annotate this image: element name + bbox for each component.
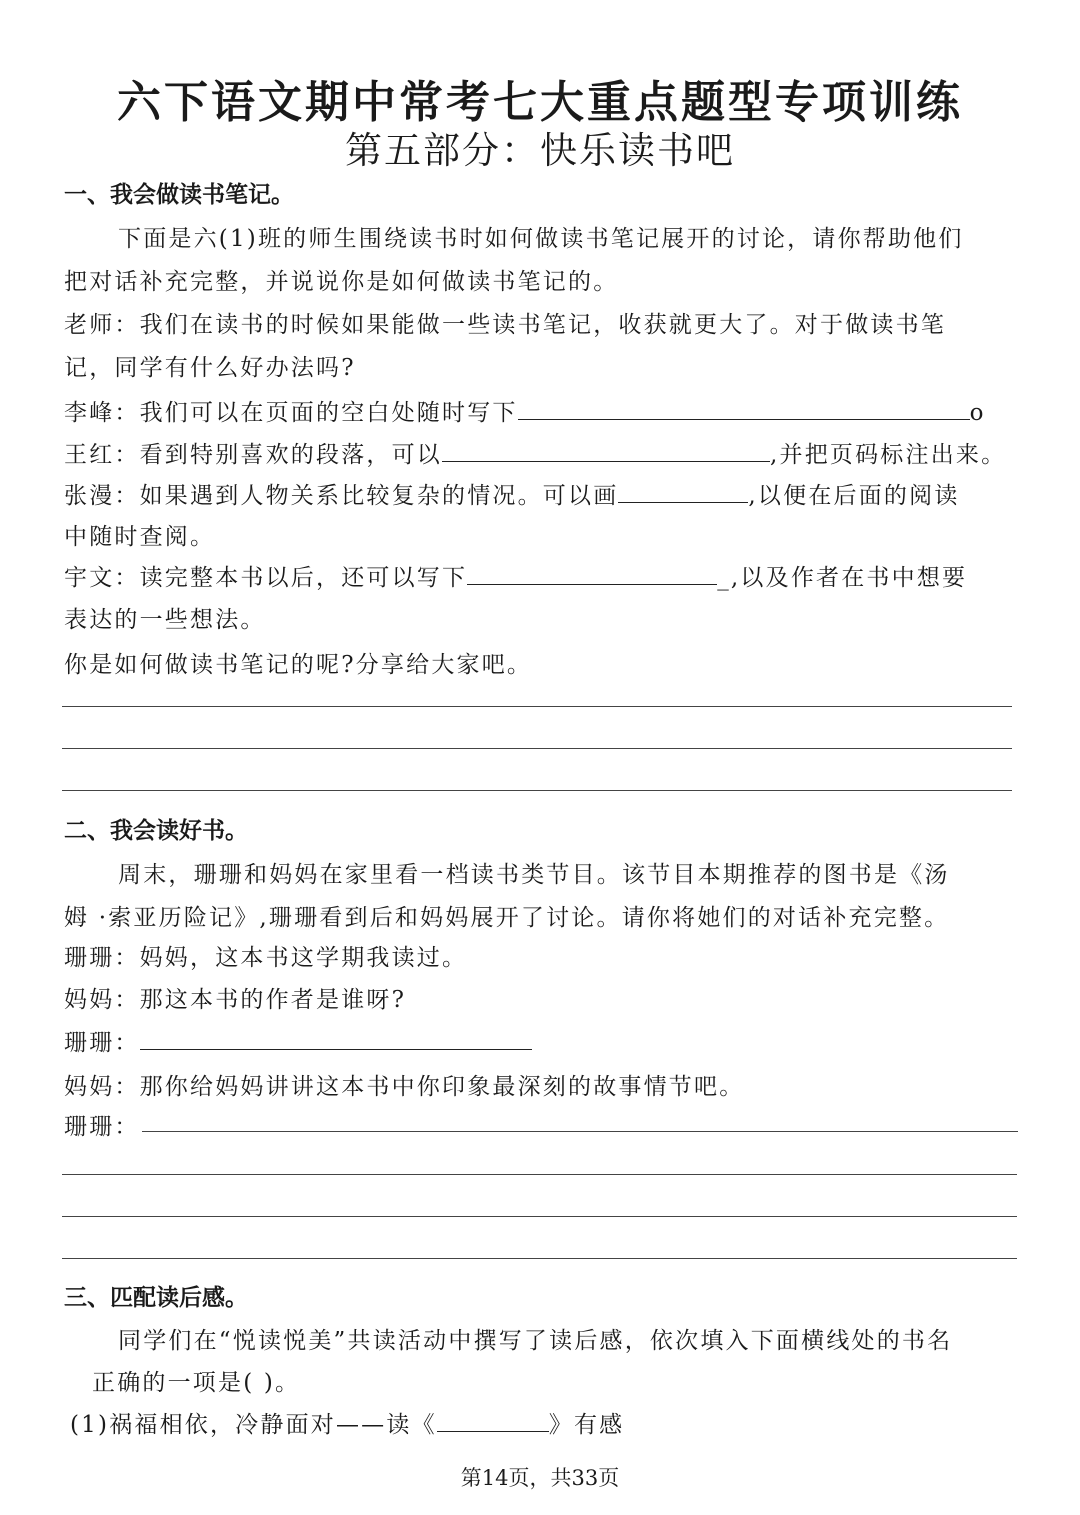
document-subtitle: 第五部分：快乐读书吧	[345, 129, 735, 172]
dialogue-line-5: 珊珊：	[64, 1114, 140, 1140]
dialogue-line-3	[64, 1024, 532, 1057]
lifeng-text: 李峰：我们可以在页面的空白处随时写下	[64, 400, 518, 426]
section-1-intro-line1: 下面是六(1)班的师生围绕读书时如何做读书笔记展开的讨论，请你帮助他们	[118, 226, 964, 252]
wanghong-line	[64, 436, 1006, 469]
wanghong-blank[interactable]	[442, 437, 770, 462]
answer-line[interactable]	[62, 706, 1012, 707]
answer-line[interactable]	[62, 1174, 1017, 1175]
document-title: 六下语文期中常考七大重点题型专项训练	[117, 77, 963, 128]
yuwen-line	[64, 559, 967, 592]
zhangman-line2: 中随时查阅。	[64, 524, 216, 550]
teacher-line1: 老师：我们在读书的时候如果能做一些读书笔记，收获就更大了。对于做读书笔	[64, 312, 946, 338]
lifeng-end: o	[969, 400, 986, 426]
section-3-intro-line1: 同学们在“悦读悦美”共读活动中撰写了读后感，依次填入下面横线处的书名	[118, 1328, 953, 1354]
answer-line[interactable]	[142, 1131, 1018, 1132]
dialogue-line-4: 妈妈：那你给妈妈讲讲这本书中你印象最深刻的故事情节吧。	[64, 1074, 745, 1100]
author-blank[interactable]	[140, 1025, 532, 1050]
yuwen-line2: 表达的一些想法。	[64, 607, 266, 633]
answer-line[interactable]	[62, 748, 1012, 749]
section-3-item-1	[70, 1406, 624, 1439]
teacher-line2: 记，同学有什么好办法吗?	[64, 355, 356, 381]
page-number: 第14页，共33页	[460, 1466, 620, 1490]
item-1-end: 》有感	[548, 1412, 625, 1438]
yuwen-text: 宇文：读完整本书以后，还可以写下	[64, 565, 468, 591]
zhangman-line	[64, 477, 960, 510]
section-2-heading: 二、我会读好书。	[64, 817, 248, 844]
section-1-heading: 一、我会做读书笔记。	[64, 181, 294, 208]
lifeng-line	[64, 394, 986, 427]
wanghong-end: ,并把页码标注出来。	[770, 442, 1007, 468]
zhangman-end: ,以便在后面的阅读	[748, 483, 960, 509]
section-1-question: 你是如何做读书笔记的呢?分享给大家吧。	[64, 652, 533, 678]
zhangman-text: 张漫：如果遇到人物关系比较复杂的情况。可以画	[64, 483, 619, 509]
section-2-intro-line1: 周末，珊珊和妈妈在家里看一档读书类节目。该节目本期推荐的图书是《汤	[118, 862, 950, 888]
zhangman-blank[interactable]	[618, 478, 748, 503]
answer-line[interactable]	[62, 1216, 1017, 1217]
item-1-text: (1)祸福相依，冷静面对——读《	[70, 1412, 437, 1438]
dialogue-speaker: 珊珊：	[64, 1030, 140, 1056]
yuwen-end: _,以及作者在书中想要	[717, 565, 968, 591]
section-3-heading: 三、匹配读后感。	[64, 1284, 248, 1311]
section-2-intro-line2: 姆 ·索亚历险记》,珊珊看到后和妈妈展开了讨论。请你将她们的对话补充完整。	[64, 905, 950, 931]
answer-line[interactable]	[62, 1258, 1017, 1259]
dialogue-line-1: 珊珊：妈妈，这本书这学期我读过。	[64, 945, 468, 971]
dialogue-line-2: 妈妈：那这本书的作者是谁呀?	[64, 987, 407, 1013]
answer-line[interactable]	[62, 790, 1012, 791]
wanghong-text: 王红：看到特别喜欢的段落，可以	[64, 442, 442, 468]
yuwen-blank[interactable]	[467, 560, 717, 585]
lifeng-blank[interactable]	[518, 395, 970, 420]
section-3-intro-line2: 正确的一项是( )。	[92, 1370, 301, 1396]
book-title-blank[interactable]	[437, 1407, 549, 1432]
section-1-intro-line2: 把对话补充完整，并说说你是如何做读书笔记的。	[64, 269, 619, 295]
